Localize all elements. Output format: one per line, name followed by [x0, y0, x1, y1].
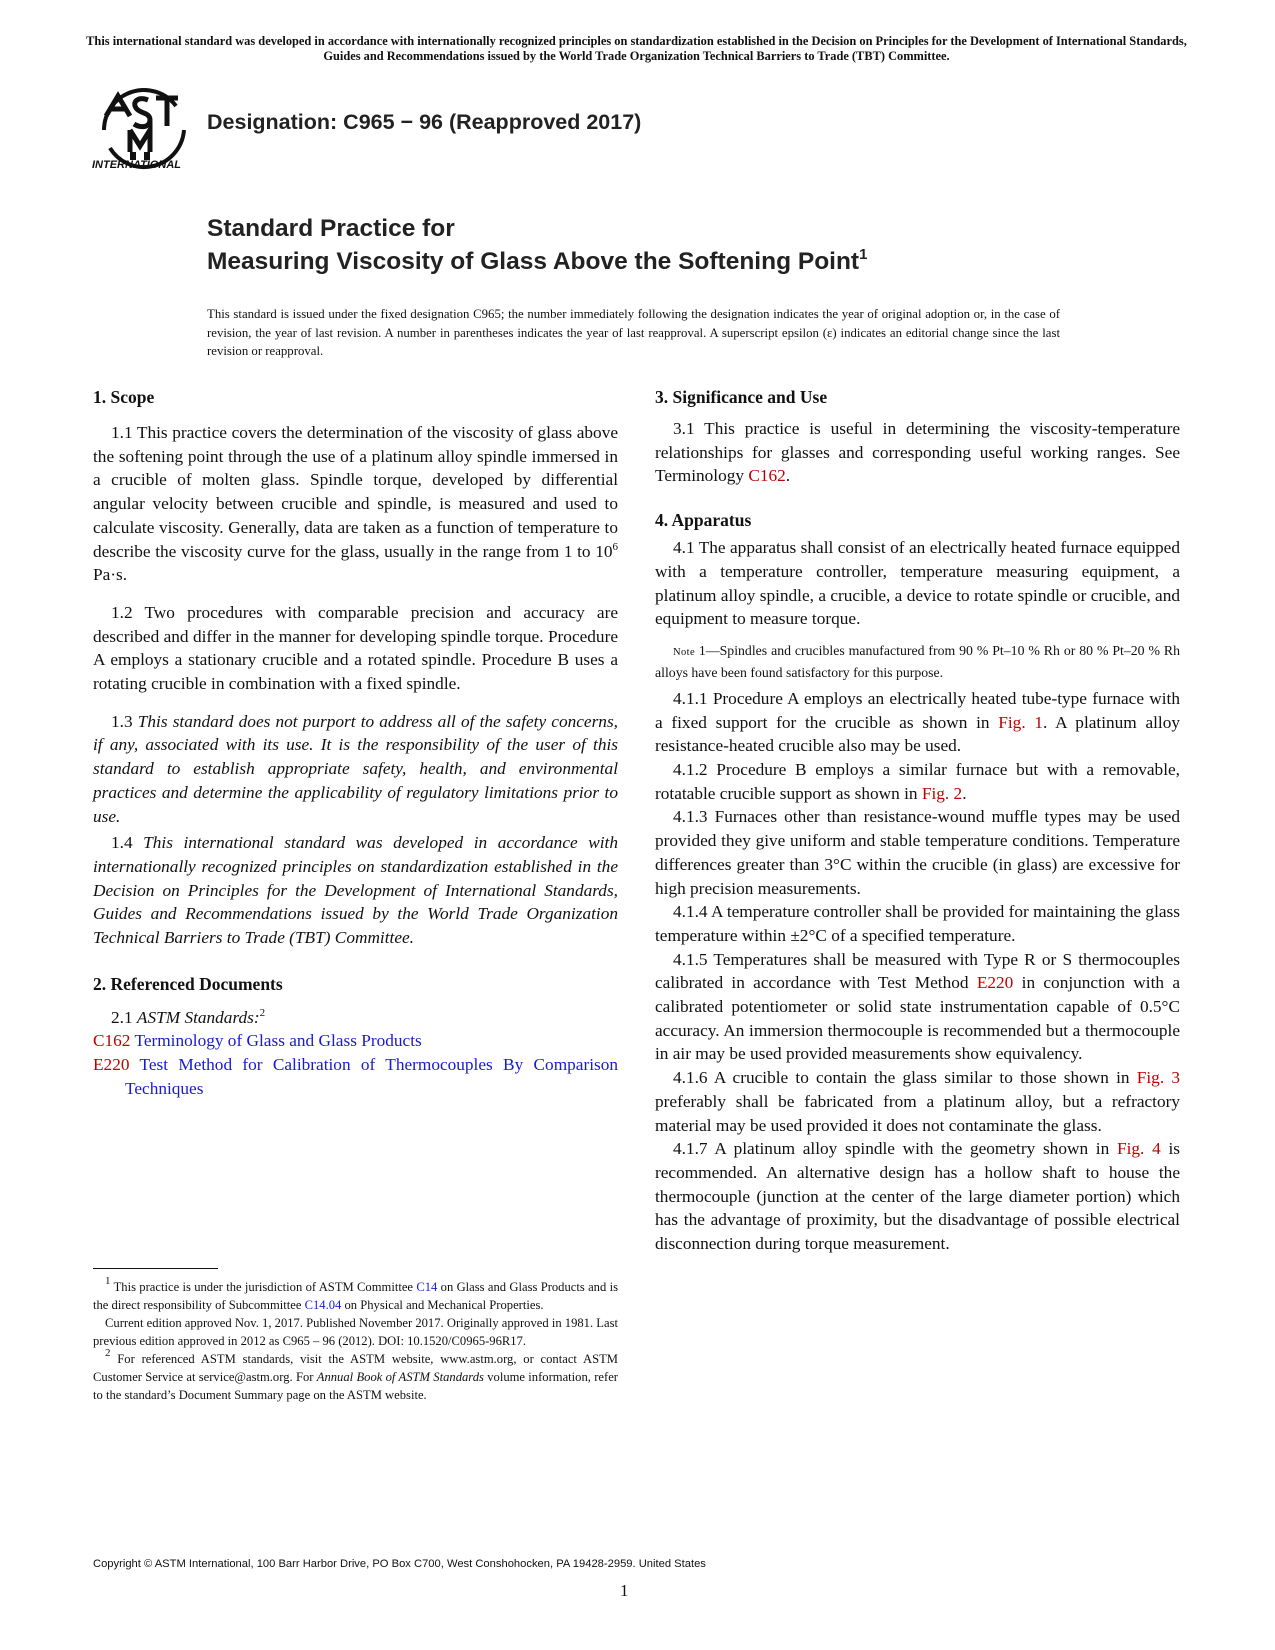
title-line-2 — [207, 248, 867, 276]
astm-logo-icon — [90, 86, 198, 182]
designation: Designation: C965 − 96 (Reapproved 2017) — [207, 110, 642, 134]
para-1-1: 1.1 This practice covers the determination of the viscosity of glass above the softening point through the use of a platinum alloy spindle immersed in a crucible of molten glass. Spindle torque, developed by differential angular velocity between crucible and spindle, is measured and used to calculate viscosity. Generally, data are taken as a function of temperature to describe the viscosity curve for the glass, usually in the range from 1 to $10^6$ Pa·s. — [93, 423, 618, 585]
para-1-4: 1.4 This international standard was developed in accordance with internationally recognized principles on standardization established in the Decision on Principles for the Development of International Standards, Guides and Recommendations issued by the World Trade Organization Technical Barriers to Trade (TBT) Committee. — [93, 833, 618, 948]
link-c14[interactable]: C14 — [416, 1280, 438, 1294]
left-column — [93, 385, 618, 1101]
link-fig-4[interactable]: Fig. 4 — [1116, 1139, 1161, 1159]
link-fig-3[interactable]: Fig. 3 — [1136, 1068, 1180, 1088]
issued-note: This standard is issued under the fixed designation C965; the number immediately following the designation indicates the year of original adoption or, in the case of revision, the year of last revision. A number in parentheses indicates the year of last reapproval. A superscript epsilon (ε) indicates an editorial change since the last revision or reapproval. — [207, 307, 1060, 358]
section-heading-apparatus: 4. Apparatus — [655, 510, 752, 531]
title-text: Measuring Viscosity of Glass Above the Softening Point — [207, 248, 860, 275]
para-4-1-7: 4.1.7 A platinum alloy spindle with the geometry shown in Fig. 4 is recommended. An alternative design has a hollow shaft to house the thermocouple (junction at the center of the large diameter portion) which has the advantage of proximity, but the disadvantage of possible electrical disconnection during torque measurement. — [655, 1139, 1180, 1254]
link-c14-04[interactable]: C14.04 — [304, 1298, 342, 1312]
para-3-1: 3.1 This practice is useful in determining the viscosity-temperature relationships for glasses and corresponding useful working ranges. See Terminology C162. — [655, 419, 1180, 486]
copyright: Copyright © ASTM International, 100 Barr Harbor Drive, PO Box C700, West Conshohocken, PA 19428-2959. United States — [93, 1558, 706, 1570]
ref-title[interactable]: Test Method for Calibration of Thermocouples By Comparison Techniques — [125, 1055, 619, 1098]
footnote-1: $^1$ This practice is under the jurisdiction of ASTM Committee C14 on Glass and Glass Products and is the direct responsibility of Subcommittee C14.04 on Physical and Mechanical Properties. — [93, 1275, 618, 1312]
footnote-rule — [93, 1268, 218, 1269]
header-notice: This international standard was developed in accordance with internationally recognized principles on standardization established in the Decision on Principles for the Development of International Standards, Guides and Recommendations issued by the World Trade Organization Technical Barriers to Trade (TBT) Committee. — [86, 34, 1187, 63]
para-4-1-1: 4.1.1 Procedure A employs an electrically heated tube-type furnace with a fixed support for the crucible as shown in Fig. 1. A platinum alloy resistance-heated crucible also may be used. — [655, 688, 1181, 756]
note-1: Note 1—Spindles and crucibles manufactured from 90 % Pt–10 % Rh or 80 % Pt–20 % Rh alloys have been found satisfactory for this purpose. — [655, 642, 1180, 680]
footnote-1-edition: Current edition approved Nov. 1, 2017. Published November 2017. Originally approved in 1981. Last previous edition approved in 2012 as C965 – 96 (2012). DOI: 10.1520/C0965-96R17. — [93, 1316, 618, 1348]
para-4-1-4: 4.1.4 A temperature controller shall be provided for maintaining the glass temperature within ±2°C of a specified temperature. — [655, 902, 1180, 945]
title-footnote-mark[interactable]: 1 — [859, 246, 868, 263]
para-1-2: 1.2 Two procedures with comparable precision and accuracy are described and differ in the manner for developing spindle torque. Procedure A employs a stationary crucible and a rotated spindle. Procedure B uses a rotating crucible in combination with a fixed spindle. — [93, 602, 618, 694]
link-c162[interactable]: C162 — [748, 466, 786, 486]
link-fig-2[interactable]: Fig. 2 — [921, 783, 963, 803]
para-4-1-2: 4.1.2 Procedure B employs a similar furnace but with a removable, rotatable crucible support as shown in Fig. 2. — [655, 760, 1180, 803]
logo-text: INTERNATIONAL — [92, 159, 182, 171]
section-heading-referenced: 2. Referenced Documents — [93, 973, 283, 994]
footnote-2: $^2$ For referenced ASTM standards, visit the ASTM website, www.astm.org, or contact ASTM Customer Service at service@astm.org. For Annual Book of ASTM Standards volume information, refer to the standard’s Document Summary page on the ASTM website. — [93, 1347, 618, 1402]
right-column — [655, 385, 1180, 1256]
title-line-1: Standard Practice for — [207, 215, 455, 242]
link-fig-1[interactable]: Fig. 1 — [998, 712, 1043, 732]
ref-code[interactable]: C162 — [93, 1031, 131, 1051]
astm-logo — [90, 86, 198, 182]
ref-e220[interactable] — [93, 1053, 618, 1100]
footnotes — [93, 1275, 618, 1404]
para-4-1-3: 4.1.3 Furnaces other than resistance-wound muffle types may be used provided they give uniform and stable temperature conditions. Temperature differences greater than 3°C within the crucible (in glass) are excessive for high precision measurements. — [655, 807, 1180, 898]
page-number: 1 — [620, 1581, 629, 1600]
para-4-1: 4.1 The apparatus shall consist of an electrically heated furnace equipped with a temperature controller, temperature measuring equipment, a platinum alloy spindle, a crucible, a device to rotate spindle or crucible, and equipment to measure torque. — [655, 538, 1180, 629]
ref-title[interactable]: Terminology of Glass and Glass Products — [134, 1031, 422, 1051]
para-4-1-5: 4.1.5 Temperatures shall be measured with Type R or S thermocouples calibrated in accordance with Test Method E220 in conjunction with a calibrated potentiometer or solid state instrumentation capable of 0.5°C accuracy. An immersion thermocouple is recommended but a thermocouple in air may be used provided measurements show equivalency. — [655, 949, 1180, 1064]
para-2-1: 2.1 ASTM Standards:$^2$ — [111, 1006, 266, 1027]
para-1-3: 1.3 This standard does not purport to address all of the safety concerns, if any, associated with its use. It is the responsibility of the user of this standard to establish appropriate safety, health, and environmental practices and determine the applicability of regulatory limitations prior to use. — [93, 711, 618, 826]
ref-code[interactable]: E220 — [93, 1055, 130, 1075]
section-heading-scope: 1. Scope — [93, 387, 155, 407]
para-4-1-6: 4.1.6 A crucible to contain the glass similar to those shown in Fig. 3 preferably shall be fabricated from a platinum alloy, but a refractory material may be used provided it does not contaminate the glass. — [655, 1068, 1180, 1135]
ref-c162[interactable] — [93, 1029, 618, 1053]
link-e220[interactable]: E220 — [976, 973, 1014, 993]
section-heading-significance: 3. Significance and Use — [655, 387, 828, 407]
